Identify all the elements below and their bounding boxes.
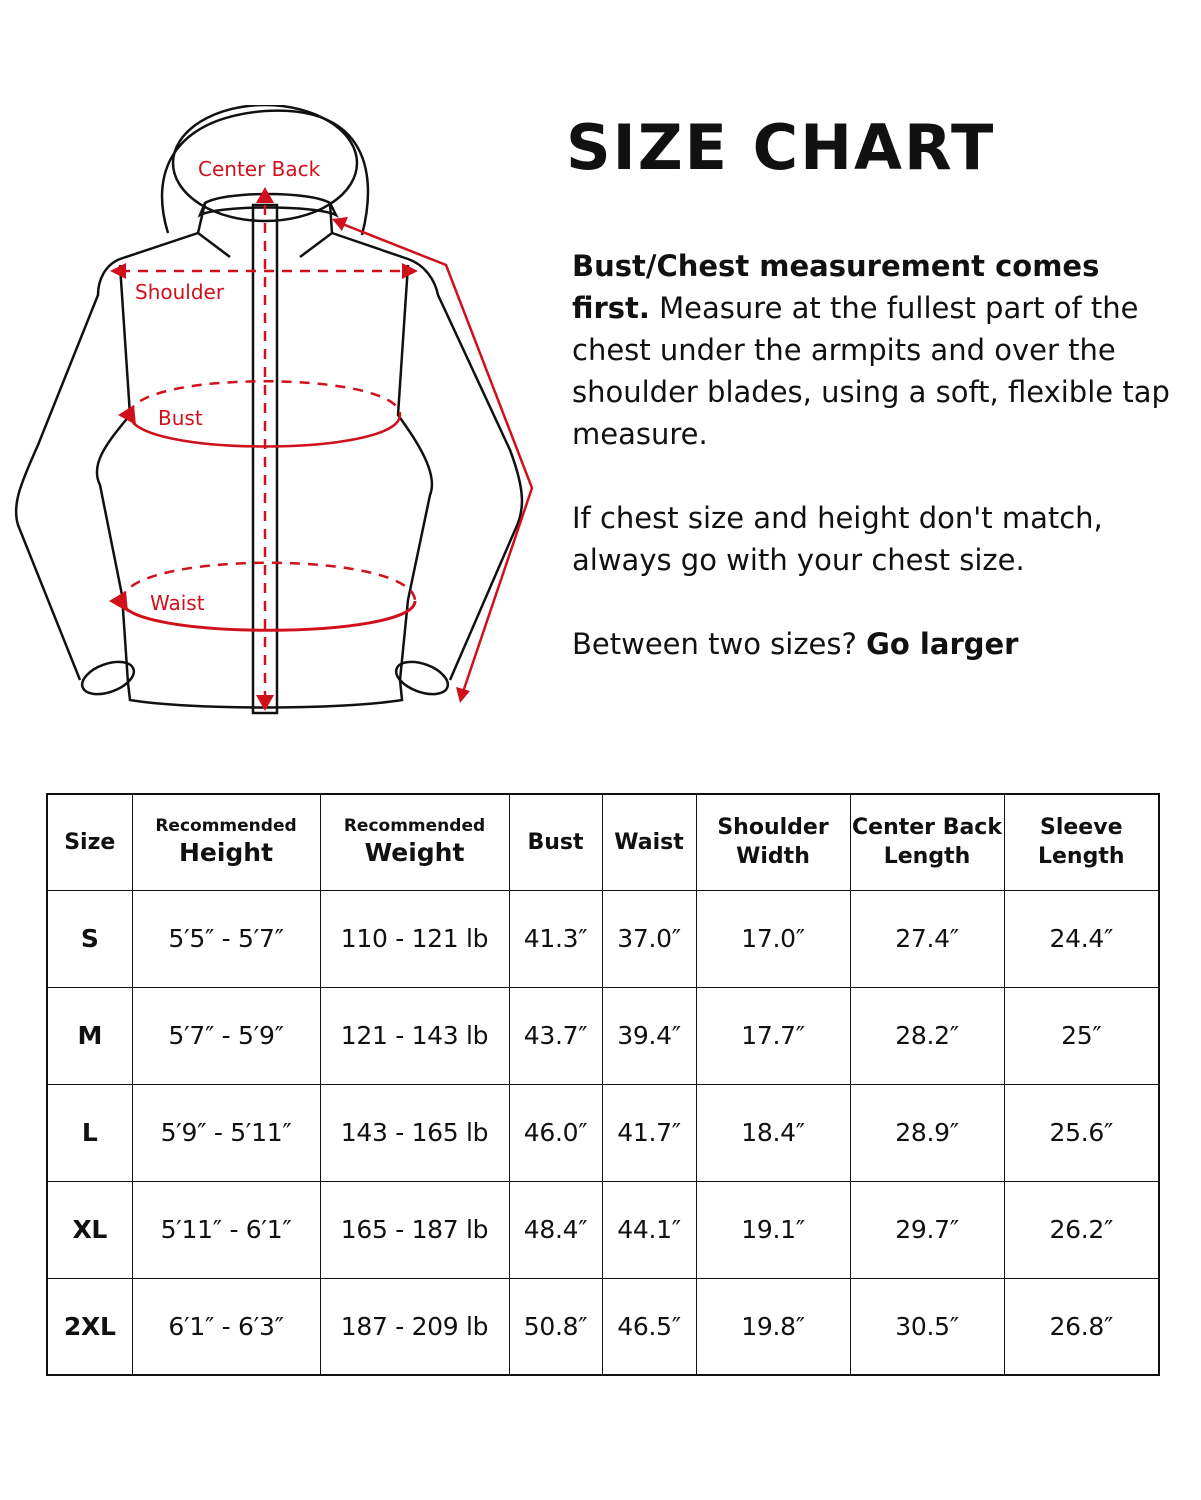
cell-shoulder: 18.4″ [696,1084,850,1181]
table-header-row [47,794,1159,890]
table-row [47,1278,1159,1375]
header-size: Size [47,794,132,890]
jacket-illustration [10,105,550,725]
instruction-paragraph-3 [572,623,1172,665]
cell-waist: 44.1″ [602,1181,696,1278]
cell-bust: 46.0″ [509,1084,602,1181]
table-row [47,1084,1159,1181]
table-row [47,987,1159,1084]
bust-arrow [118,405,136,425]
header-shoulder [696,794,850,890]
sleeve-inner-right [398,265,432,680]
cell-waist: 46.5″ [602,1278,696,1375]
cell-weight: 165 - 187 lb [320,1181,509,1278]
body-outline [16,233,522,680]
shoulder-label: Shoulder [135,280,225,304]
header-cbl-1: Center Back [852,815,1002,841]
header-height [132,794,320,890]
cell-height: 5′5″ - 5′7″ [132,890,320,987]
cell-center-back: 29.7″ [850,1181,1004,1278]
sleeve-arrow-bottom [456,687,470,703]
cell-sleeve: 25.6″ [1004,1084,1159,1181]
header-weight [320,794,509,890]
cell-size: M [47,987,132,1084]
header-sleeve-2: Length [1037,844,1125,870]
cell-shoulder: 17.0″ [696,890,850,987]
cell-waist: 41.7″ [602,1084,696,1181]
cell-shoulder: 19.8″ [696,1278,850,1375]
cell-center-back: 28.9″ [850,1084,1004,1181]
cell-center-back: 27.4″ [850,890,1004,987]
cell-weight: 121 - 143 lb [320,987,509,1084]
header-waist: Waist [602,794,696,890]
cell-size: XL [47,1181,132,1278]
measurement-instructions [572,245,1172,665]
instruction-emphasis: Bust/Chest measurement comes first. [572,249,1100,325]
table-row [47,1181,1159,1278]
cell-shoulder: 19.1″ [696,1181,850,1278]
instruction-text-2: If chest size and height don't match, always go with your chest size. [572,501,1103,577]
cell-waist: 39.4″ [602,987,696,1084]
cell-weight: 143 - 165 lb [320,1084,509,1181]
header-cbl-2: Length [883,844,971,870]
instruction-paragraph-2 [572,497,1172,581]
cell-bust: 43.7″ [509,987,602,1084]
cell-center-back: 30.5″ [850,1278,1004,1375]
cell-height: 5′7″ - 5′9″ [132,987,320,1084]
cell-sleeve: 25″ [1004,987,1159,1084]
cell-weight: 187 - 209 lb [320,1278,509,1375]
header-shoulder-1: Shoulder [717,815,829,841]
header-weight-small: Recommended [343,816,486,837]
cell-height: 6′1″ - 6′3″ [132,1278,320,1375]
instruction-text: Measure at the fullest part of the chest under the armpits and over the shoulder blades, using a soft, flexible tap measure. [572,291,1170,451]
header-center-back [850,794,1004,890]
header-height-small: Recommended [155,816,297,837]
cell-waist: 37.0″ [602,890,696,987]
table-row [47,890,1159,987]
cell-bust: 50.8″ [509,1278,602,1375]
cell-size: S [47,890,132,987]
header-sleeve-1: Sleeve [1040,815,1123,841]
header-shoulder-2: Width [736,844,810,870]
instruction-text-3: Between two sizes? [572,627,857,661]
shoulder-arrow-left [110,263,126,279]
cell-size: L [47,1084,132,1181]
cell-bust: 48.4″ [509,1181,602,1278]
cell-height: 5′11″ - 6′1″ [132,1181,320,1278]
cell-sleeve: 26.2″ [1004,1181,1159,1278]
shoulder-arrow-right [402,263,418,279]
cell-bust: 41.3″ [509,890,602,987]
page-title: SIZE CHART [566,111,996,184]
cell-weight: 110 - 121 lb [320,890,509,987]
bust-label: Bust [158,406,203,430]
cell-height: 5′9″ - 5′11″ [132,1084,320,1181]
cell-center-back: 28.2″ [850,987,1004,1084]
waist-arrow [109,591,128,612]
header-weight-big: Weight [364,838,465,868]
instruction-emphasis-3: Go larger [866,627,1019,661]
cell-sleeve: 26.8″ [1004,1278,1159,1375]
header-sleeve [1004,794,1159,890]
sleeve-inner-left [97,265,130,683]
cell-sleeve: 24.4″ [1004,890,1159,987]
instruction-paragraph-1 [572,245,1172,455]
header-height-big: Height [178,838,274,868]
jacket-diagram [10,105,550,725]
cell-shoulder: 17.7″ [696,987,850,1084]
header-bust: Bust [509,794,602,890]
cell-size: 2XL [47,1278,132,1375]
center-back-label: Center Back [198,157,321,181]
waist-label: Waist [150,591,205,615]
size-table [46,793,1160,1376]
